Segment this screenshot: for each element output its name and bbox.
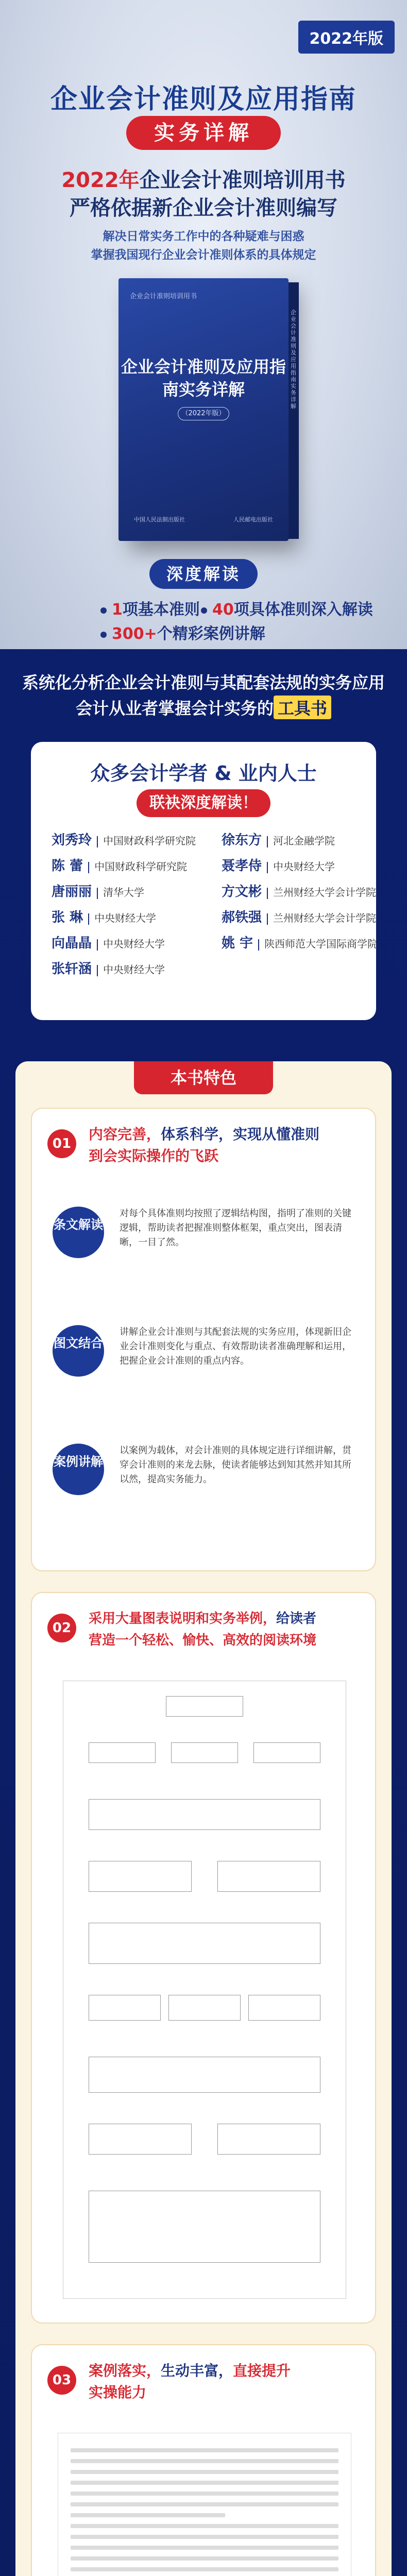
document-text-line [71, 2567, 338, 2571]
author-org: 兰州财经大学会计学院 [273, 886, 377, 899]
book-top-label: 企业会计准则培训用书 [130, 293, 197, 300]
document-text-line [71, 2546, 338, 2550]
book-title: 企业会计准则及应用指南实务详解 [121, 357, 286, 399]
book-publisher-right: 人民邮电出版社 [233, 516, 273, 523]
hero-year: 2022年 [61, 168, 140, 192]
document-text-line [71, 2513, 225, 2517]
book-spine-text: 企业会计准则及应用指南实务详解 [291, 309, 296, 410]
feature-tag-tile: 图文结合 [53, 1325, 104, 1377]
document-text-line [71, 2556, 338, 2561]
feature-card-3 [31, 2344, 376, 2576]
author-item [52, 958, 165, 977]
feature-heading-part: 采用大量图表说明和实务举例， [89, 1611, 277, 1626]
author-org: 清华大学 [103, 886, 145, 899]
author-org: 中国财政科学研究院 [94, 860, 188, 873]
book-edition: （2022年版） [178, 407, 229, 420]
feature-number: 03 [47, 2366, 76, 2395]
author-org: 中央财经大学 [103, 963, 165, 976]
feature-heading-2: 营造一个轻松、愉快、高效的阅读环境 [89, 1633, 317, 1648]
author-org: 河北金融学院 [273, 835, 335, 847]
author-item [222, 829, 335, 849]
feature-tag-tile: 条文解读 [53, 1207, 104, 1258]
feature-card-2 [31, 1592, 376, 2324]
hero-tagline-1 [0, 164, 407, 193]
flowchart-node [89, 1742, 156, 1763]
stat-2 [201, 597, 373, 619]
author-org: 中国财政科学研究院 [103, 835, 196, 847]
author-name: 唐丽丽 [52, 884, 92, 900]
author-name: 姚 宇 [222, 936, 253, 951]
bullet-icon [100, 607, 107, 614]
author-org: 中央财经大学 [273, 860, 335, 873]
author-name: 向晶晶 [52, 936, 92, 951]
hero-desc-2: 掌握我国现行企业会计准则体系的具体规定 [91, 248, 316, 262]
feature-heading-part: 案例落实， [89, 2362, 161, 2379]
author-item [222, 907, 376, 926]
edition-badge: 2022年版 [298, 21, 395, 54]
author-name: 陈 蕾 [52, 858, 83, 874]
hero-tagline-2: 严格依据新企业会计准则编写 [70, 196, 337, 220]
document-text-line [71, 2492, 338, 2496]
author-item [52, 829, 196, 849]
flowchart-node [89, 2124, 192, 2155]
feature-heading-2: 实操能力 [89, 2384, 147, 2401]
intro-line-2-text: 会计从业者掌握会计实务的 [75, 699, 274, 718]
hero-desc-1: 解决日常实务工作中的各种疑难与困惑 [103, 230, 304, 243]
flowchart-node [166, 1696, 243, 1717]
flowchart-node [217, 2124, 320, 2155]
author-name: 张 琳 [52, 910, 83, 925]
author-name: 张轩涵 [52, 961, 92, 977]
author-item [52, 881, 144, 900]
feature-number: 01 [47, 1129, 76, 1158]
feature-tag-text: 讲解企业会计准则与其配套法规的实务应用，体现新旧企业会计准则变化与重点、有效帮助读者准确理解和运用，把握企业会计准则的重点内容。 [120, 1327, 351, 1366]
feature-tag-text: 对每个具体准则均按照了逻辑结构图，指明了准则的关键逻辑，帮助读者把握准则整体框架，重点突出，图表清晰，一目了然。 [120, 1208, 351, 1248]
flowchart-node [89, 1799, 320, 1830]
document-text-line [71, 2481, 338, 2485]
book-cover [118, 278, 289, 541]
document-text-line [71, 2470, 338, 2474]
feature-heading-part: 生动丰富， [161, 2362, 233, 2379]
deep-reading-pill: 深度解读 [149, 559, 258, 589]
feature-card-1 [31, 1108, 376, 1571]
flowchart-node [89, 1995, 161, 2021]
bullet-icon [100, 632, 107, 638]
authors-pill: 联袂深度解读！ [137, 789, 270, 817]
feature-heading-part: 给读者 [276, 1611, 317, 1626]
flowchart-node [89, 1923, 320, 1964]
feature-heading-part: 体系科学， [161, 1126, 233, 1143]
flowchart-node [217, 1861, 320, 1892]
feature-heading-part: 直接提升 [233, 2362, 291, 2379]
document-text-line [71, 2502, 338, 2506]
flowchart-node [168, 1995, 241, 2021]
stat-3-text: 个精彩案例讲解 [157, 625, 265, 643]
author-item [222, 855, 335, 874]
feature-heading-part: 内容完善， [89, 1126, 161, 1143]
author-name: 郝铁强 [222, 910, 262, 925]
author-name: 聂孝侍 [222, 858, 262, 874]
author-name: 刘秀玲 [52, 833, 92, 848]
author-org: 中央财经大学 [103, 938, 165, 950]
hero-section [0, 0, 407, 649]
flowchart-node [89, 2057, 320, 2093]
stat-1-num: 1 [112, 601, 123, 619]
author-name: 徐东方 [222, 833, 262, 848]
author-org: 陕西师范大学国际商学院 [264, 938, 378, 950]
authors-card [31, 742, 376, 1020]
feature-number: 02 [47, 1614, 76, 1642]
feature-heading-2: 到会实际操作的飞跃 [89, 1147, 219, 1164]
stat-1 [100, 597, 200, 619]
hero-subtitle-pill: 实务详解 [126, 116, 281, 150]
intro-line-1: 系统化分析企业会计准则与其配套法规的实务应用 [22, 673, 385, 692]
author-name: 方文彬 [222, 884, 262, 900]
flowchart-node [89, 1861, 192, 1892]
stat-2-text: 项具体准则深入解读 [233, 601, 373, 619]
flowchart-node [171, 1742, 238, 1763]
flowchart-node [248, 1995, 320, 2021]
feature-tag-tile: 案例讲解 [53, 1444, 104, 1495]
hero-tagline-1-rest: 企业会计准则培训用书 [139, 168, 346, 192]
document-text-line [71, 2459, 338, 2463]
author-item [52, 855, 187, 874]
intro-line-2 [0, 696, 407, 719]
stat-3 [100, 621, 265, 643]
stat-2-num: 40 [212, 601, 234, 619]
feature-heading-part: 实现从懂准则 [233, 1126, 320, 1143]
stat-3-num: 300+ [112, 625, 157, 643]
author-item [222, 933, 378, 952]
stat-1-text: 项基本准则 [122, 601, 200, 619]
tool-book-tag: 工具书 [274, 696, 331, 719]
feature-heading-1 [89, 1124, 319, 1145]
document-text-line [71, 2448, 338, 2452]
flowchart-node [253, 1742, 320, 1763]
flowchart-node [89, 2191, 320, 2263]
book-publisher-left: 中国人民法制出版社 [134, 516, 185, 523]
author-item [52, 907, 156, 926]
authors-title: 众多会计学者 & 业内人士 [90, 762, 317, 785]
feature-heading-1 [89, 2361, 291, 2381]
author-item [222, 881, 376, 900]
document-text-line [71, 2524, 338, 2528]
feature-tag-text: 以案例为载体，对会计准则的具体规定进行详细讲解，贯穿会计准则的来龙去脉，使读者能够达到知其然并知其所以然，提高实务能力。 [120, 1445, 351, 1485]
bullet-icon [201, 607, 207, 614]
author-item [52, 933, 165, 952]
hero-title: 企业会计准则及应用指南 [50, 84, 357, 115]
document-text-line [71, 2535, 338, 2539]
author-org: 兰州财经大学会计学院 [273, 912, 377, 924]
author-org: 中央财经大学 [94, 912, 157, 924]
features-tab: 本书特色 [134, 1061, 273, 1094]
feature-heading-1 [89, 1608, 316, 1629]
